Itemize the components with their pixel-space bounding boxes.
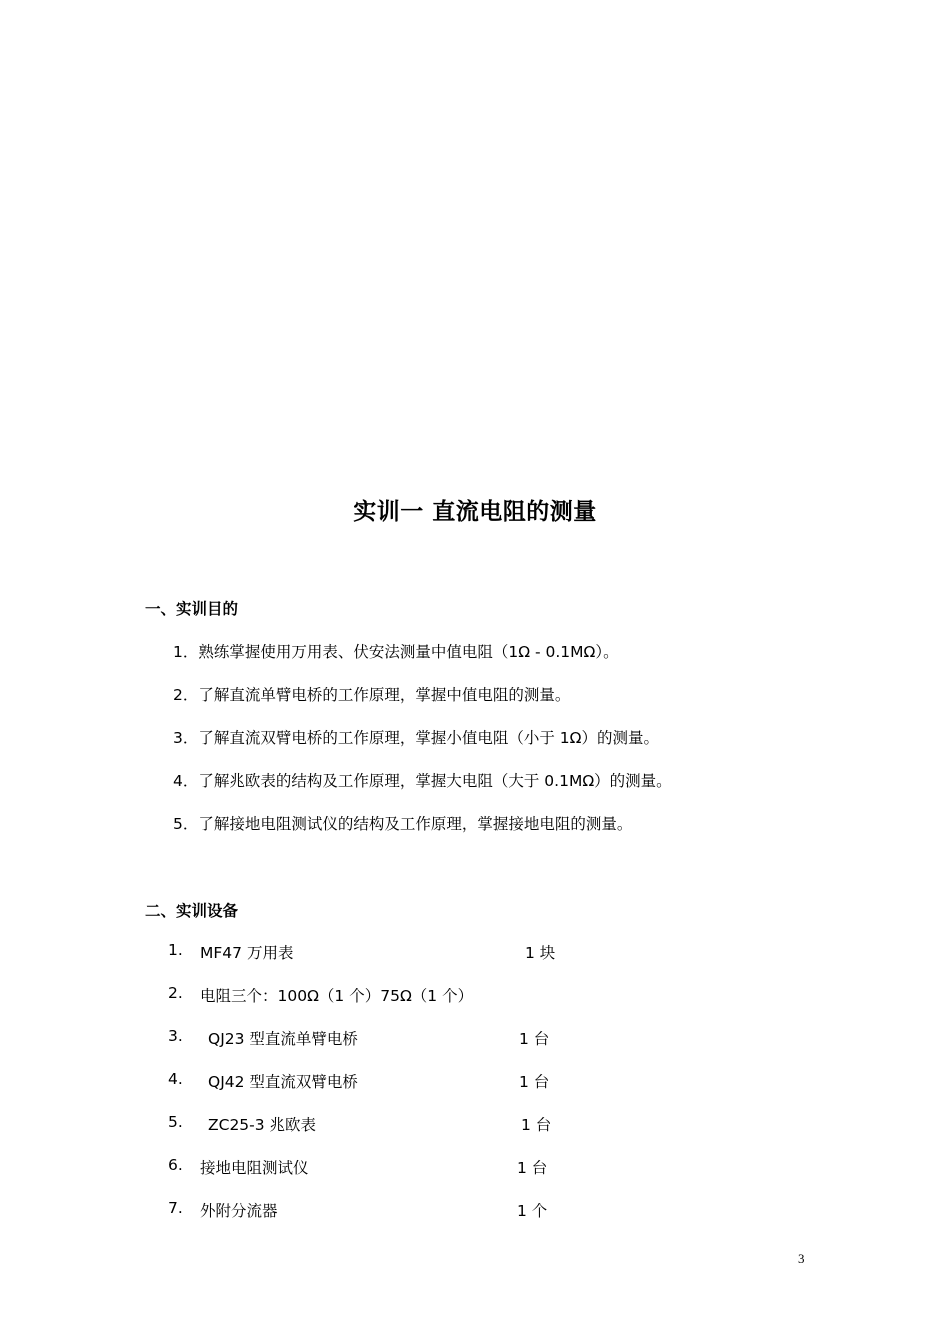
- equipment-name: MF47 万用表: [200, 944, 294, 962]
- equipment-name: QJ42 型直流双臂电桥: [208, 1073, 358, 1091]
- equipment-number: 1.: [168, 941, 183, 959]
- equipment-name: 外附分流器: [200, 1202, 278, 1220]
- objective-item: 1．熟练掌握使用万用表、伏安法测量中值电阻（1Ω - 0.1MΩ）。: [173, 643, 619, 661]
- equipment-quantity: 1 台: [517, 1159, 548, 1177]
- equipment-number: 7.: [168, 1199, 183, 1217]
- equipment-row: [0, 1113, 950, 1137]
- equipment-number: 2.: [168, 984, 183, 1002]
- equipment-row: [0, 1156, 950, 1180]
- equipment-number: 4.: [168, 1070, 183, 1088]
- equipment-row: [0, 1070, 950, 1094]
- equipment-number: 3.: [168, 1027, 183, 1045]
- equipment-name: 接地电阻测试仪: [200, 1159, 309, 1177]
- section-heading-equipment: 二、实训设备: [145, 902, 239, 920]
- equipment-quantity: 1 台: [521, 1116, 552, 1134]
- equipment-row: [0, 1199, 950, 1223]
- equipment-quantity: 1 台: [519, 1030, 550, 1048]
- page-number: 3: [798, 1251, 805, 1266]
- objective-item: 3．了解直流双臂电桥的工作原理，掌握小值电阻（小于 1Ω）的测量。: [173, 729, 659, 747]
- equipment-row: [0, 984, 950, 1008]
- objective-item: 4．了解兆欧表的结构及工作原理，掌握大电阻（大于 0.1MΩ）的测量。: [173, 772, 672, 790]
- equipment-name: QJ23 型直流单臂电桥: [208, 1030, 358, 1048]
- equipment-row: [0, 1027, 950, 1051]
- equipment-name: ZC25-3 兆欧表: [208, 1116, 317, 1134]
- equipment-name: 电阻三个：100Ω（1 个）75Ω（1 个）: [200, 987, 474, 1005]
- objective-item: 5．了解接地电阻测试仪的结构及工作原理，掌握接地电阻的测量。: [173, 815, 633, 833]
- section-heading-objectives: 一、实训目的: [145, 600, 239, 618]
- equipment-number: 5.: [168, 1113, 183, 1131]
- equipment-number: 6.: [168, 1156, 183, 1174]
- equipment-quantity: 1 台: [519, 1073, 550, 1091]
- objective-item: 2．了解直流单臂电桥的工作原理，掌握中值电阻的测量。: [173, 686, 571, 704]
- equipment-quantity: 1 块: [525, 944, 556, 962]
- equipment-quantity: 1 个: [517, 1202, 548, 1220]
- page-title: 实训一 直流电阻的测量: [353, 499, 597, 525]
- equipment-row: [0, 941, 950, 965]
